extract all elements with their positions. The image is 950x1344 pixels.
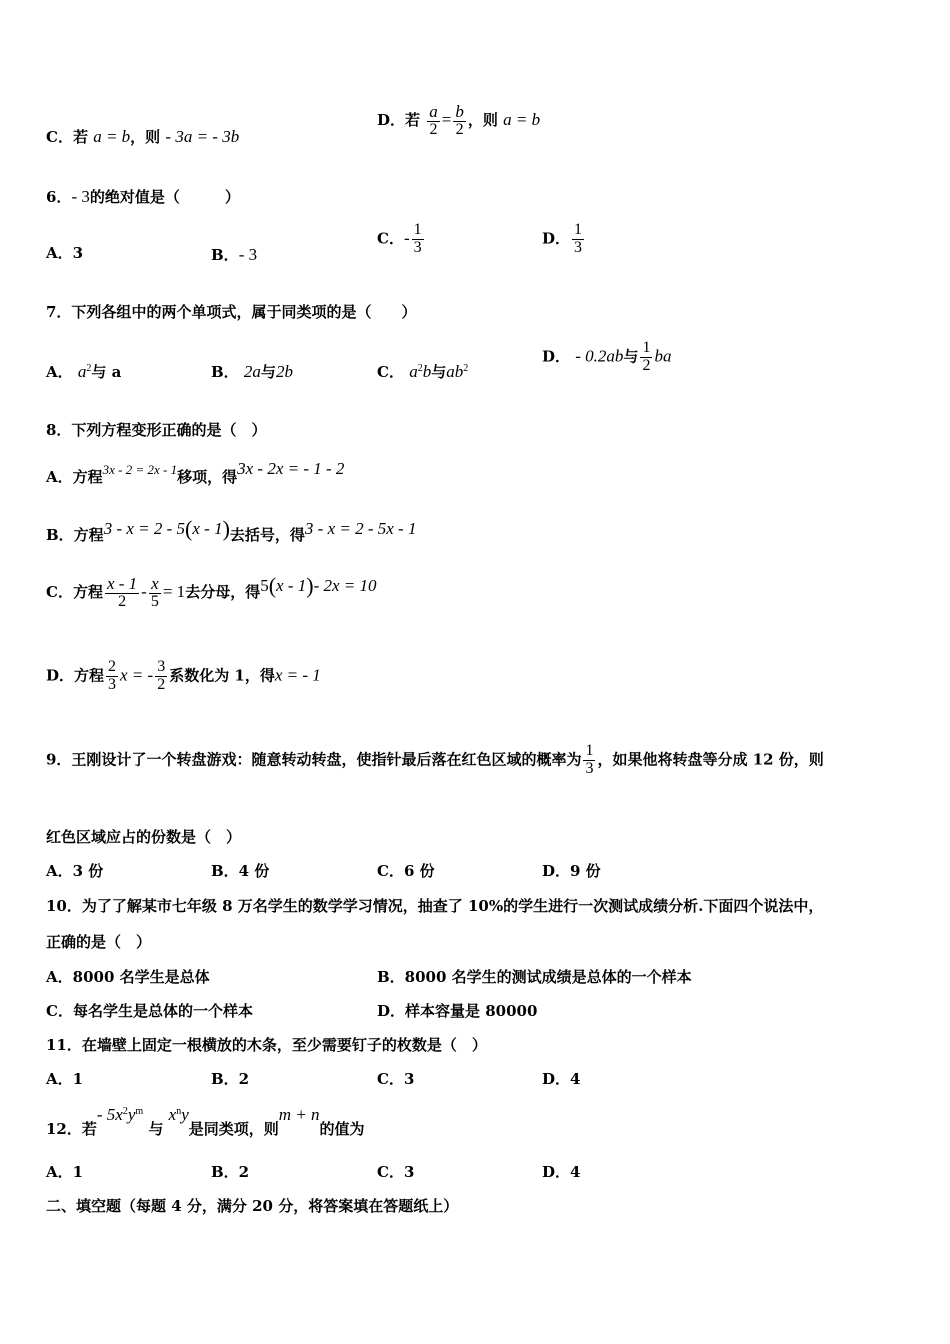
q7-stem: 7．下列各组中的两个单项式，属于同类项的是（ ） xyxy=(46,303,417,321)
q5-d-result: a = b xyxy=(503,109,541,129)
q7-option-a: A． $a^2$与 a xyxy=(46,362,122,381)
q10-option-a: A．8000 名学生是总体 xyxy=(46,968,210,986)
q9-option-a: A．3 份 xyxy=(46,862,104,880)
q11-option-c: C．3 xyxy=(377,1070,415,1088)
q12-option-b: B．2 xyxy=(211,1163,250,1181)
q5-c-result: - 3a = - 3b xyxy=(165,127,240,146)
q10-option-d: D．样本容量是 80000 xyxy=(377,1002,538,1020)
q10-option-c: C．每名学生是总体的一个样本 xyxy=(46,1002,253,1020)
q7-option-d: D． - 0.2ab与 $\frac{1}{2}$ ba xyxy=(542,339,672,374)
q9-option-b: B．4 份 xyxy=(211,862,270,880)
q11-stem: 11．在墙壁上固定一根横放的木条，至少需要钉子的枚数是（ ） xyxy=(46,1036,487,1054)
q7-option-b: B． 2a与2b xyxy=(211,362,293,381)
section-heading-fill-in: 二、填空题（每题 4 分，满分 20 分，将答案填在答题纸上） xyxy=(46,1197,459,1215)
q9-stem-line2: 红色区域应占的份数是（ ） xyxy=(46,828,242,846)
q8-option-b: B．方程3 - x = 2 - 5(x - 1)去括号，得3 - x = 2 - 5x - 1 xyxy=(46,516,417,544)
q10-stem-line2: 正确的是（ ） xyxy=(46,933,152,951)
q5-d-fraction-1: $\frac{a}{2}$ xyxy=(429,102,438,138)
q12-option-c: C．3 xyxy=(377,1163,415,1181)
q9-stem-line1: 9．王刚设计了一个转盘游戏：随意转动转盘，使指针最后落在红色区域的概率为 $\frac{1}{3}$ ，如果他将转盘等分成 12 份，则 xyxy=(46,742,824,777)
q11-option-d: D．4 xyxy=(542,1070,581,1088)
q6-option-a: A．3 xyxy=(46,244,84,262)
q6-option-c: C．- $\frac{1}{3}$ xyxy=(377,221,422,256)
q8-option-a: A．方程3x - 2 = 2x - 1移项，得3x - 2x = - 1 - 2 xyxy=(46,459,345,486)
q9-option-d: D．9 份 xyxy=(542,862,601,880)
q11-option-a: A．1 xyxy=(46,1070,84,1088)
q5-d-fraction-2: $\frac{b}{2}$ xyxy=(455,102,464,138)
q8-option-c: C．方程 $\frac{x - 1}{2}$ - $\frac{x}{5}$ = 1去分母，得5(x - 1)- 2x = 10 xyxy=(46,573,377,611)
q6-stem: 6．- 3的绝对值是（ ） xyxy=(46,187,240,206)
q5-c-condition: a = b xyxy=(93,127,131,146)
q12-option-a: A．1 xyxy=(46,1163,84,1181)
q12-stem: 12．若- $5x^2y^m$ 与 $x^ny$是同类项，则m + n的值为 xyxy=(46,1105,365,1138)
q5-option-d: D．若 $\frac{a}{2}$ = $\frac{b}{2}$ ，则 a = b xyxy=(377,102,541,138)
q8-stem: 8．下列方程变形正确的是（ ） xyxy=(46,421,267,439)
q10-stem-line1: 10．为了了解某市七年级 8 万名学生的数学学习情况，抽查了 10%的学生进行一次测试成绩分析.下面四个说法中， xyxy=(46,897,824,915)
q5-option-c: C．若 a = b，则 - 3a = - 3b xyxy=(46,127,240,146)
q10-option-b: B．8000 名学生的测试成绩是总体的一个样本 xyxy=(377,968,692,986)
q7-option-c: C． $a^2b$与$ab^2$ xyxy=(377,362,469,381)
q8-option-d: D．方程 $\frac{2}{3}$ x = - $\frac{3}{2}$ 系数化为 1，得x = - 1 xyxy=(46,658,321,693)
q9-option-c: C．6 份 xyxy=(377,862,435,880)
q11-option-b: B．2 xyxy=(211,1070,250,1088)
q12-option-d: D．4 xyxy=(542,1163,581,1181)
q6-option-b: B．- 3 xyxy=(211,245,258,264)
q6-option-d: D． $\frac{1}{3}$ xyxy=(542,221,583,256)
